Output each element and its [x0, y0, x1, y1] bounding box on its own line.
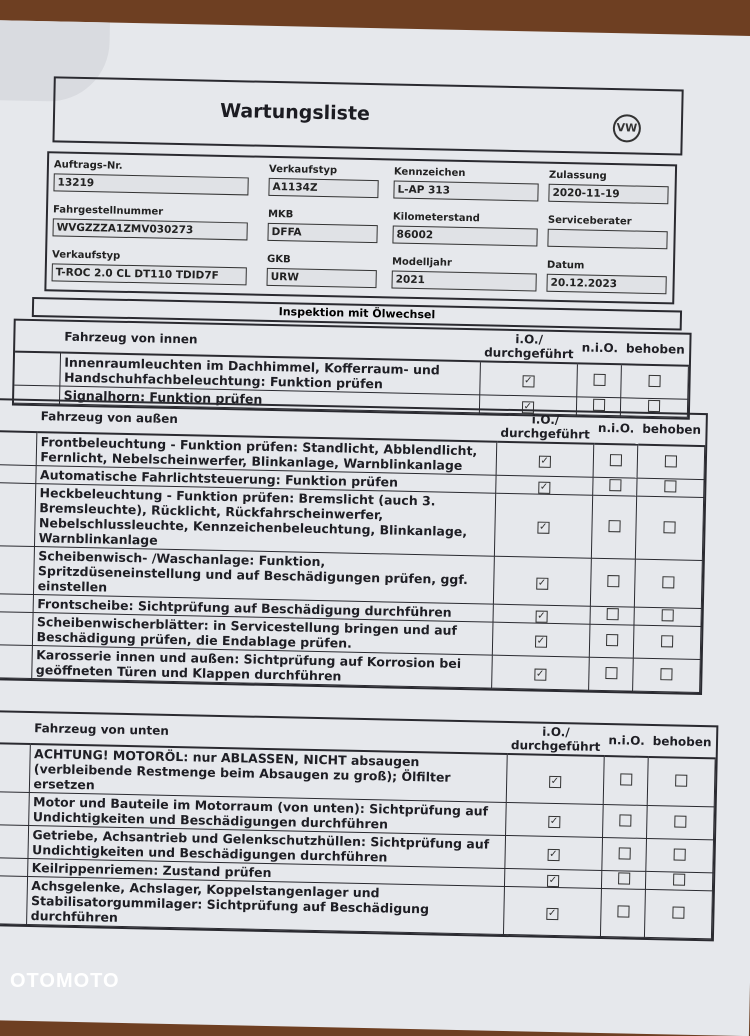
io-checkbox[interactable]: ✓ [539, 481, 549, 493]
field-label: MKB [267, 208, 294, 221]
beh-checkbox[interactable] [648, 400, 660, 412]
nio-checkbox[interactable] [618, 847, 630, 859]
beh-checkbox[interactable] [674, 848, 686, 860]
lead-cell [0, 612, 33, 646]
field-label: GKB [266, 253, 291, 266]
task-text: Keilrippenriemen: Zustand prüfen [27, 858, 504, 886]
field-label: Kennzeichen [393, 166, 466, 179]
task-text: ACHTUNG! MOTORÖL: nur ABLASSEN, NICHT absaugen (verbleibende Restmenge beim Absaugen zu groß); Ölfilter ersetzen [29, 744, 507, 802]
column-header: i.O./ durchgeführt [496, 411, 594, 444]
field-label: Verkaufstyp [51, 249, 121, 262]
field-label: Zulassung [548, 169, 607, 182]
beh-checkbox[interactable] [672, 906, 684, 918]
task-text: Automatische Fahrlichtsteuerung: Funktion prüfen [35, 466, 495, 494]
field-value[interactable]: 2020-11-19 [548, 184, 668, 205]
beh-checkbox[interactable] [661, 635, 673, 647]
lead-cell [0, 431, 36, 465]
task-text: Scheibenwischerblätter: in Servicestellung bringen und auf Beschädigung prüfen, die Endablage prüfen. [32, 613, 493, 656]
field-value[interactable]: 20.12.2023 [546, 274, 666, 295]
field-value[interactable]: L-AP 313 [393, 180, 538, 201]
io-checkbox[interactable]: ✓ [547, 907, 557, 919]
nio-checkbox[interactable] [606, 634, 618, 646]
beh-checkbox[interactable] [673, 873, 685, 885]
io-checkbox[interactable]: ✓ [540, 455, 549, 467]
section-2 [0, 710, 718, 941]
column-header: behoben [622, 333, 689, 365]
field-label: Auftrags-Nr. [53, 159, 123, 172]
io-checkbox[interactable]: ✓ [549, 815, 559, 828]
lead-cell [15, 321, 61, 353]
field-value[interactable]: URW [266, 268, 376, 288]
field-label: Kilometerstand [392, 211, 480, 225]
nio-checkbox[interactable] [593, 373, 605, 385]
section-title: Fahrzeug von unten [30, 713, 508, 754]
beh-checkbox[interactable] [664, 480, 676, 492]
lead-cell [0, 645, 32, 679]
beh-checkbox[interactable] [674, 815, 686, 827]
beh-checkbox[interactable] [665, 455, 677, 467]
column-header: n.i.O. [604, 725, 649, 757]
lead-cell [0, 594, 33, 613]
lead-cell [0, 400, 37, 432]
io-checkbox[interactable]: ✓ [523, 400, 533, 412]
beh-checkbox[interactable] [662, 576, 674, 588]
lead-cell [0, 712, 30, 744]
section-title: Fahrzeug von außen [36, 401, 497, 442]
io-checkbox[interactable]: ✓ [549, 848, 558, 861]
field-label: Verkaufstyp [268, 163, 338, 177]
nio-checkbox[interactable] [605, 667, 617, 679]
nio-checkbox[interactable] [617, 905, 629, 917]
lead-cell [0, 546, 34, 595]
task-text: Frontbeleuchtung - Funktion prüfen: Standlicht, Abblendlicht, Fernlicht, Nebelscheinwerfer, Blinkanlage, Warnblinkanlage [36, 432, 497, 475]
field-label: Fahrgestellnummer [52, 204, 164, 218]
nio-checkbox[interactable] [619, 814, 631, 826]
io-checkbox[interactable]: ✓ [537, 577, 547, 589]
otomoto-watermark: OTOMOTO [10, 970, 120, 992]
io-checkbox[interactable]: ✓ [550, 775, 560, 787]
column-header: i.O./ durchgeführt [480, 330, 578, 363]
task-text: Heckbeleuchtung - Funktion prüfen: Bremslicht (auch 3. Bremsleuchte), Rücklicht, Rückfahrscheinwerfer, Nebelschlussleuchte, Kennzeichenbeleuchtung, Blinkanlage, Warnblinkanlage [34, 484, 495, 557]
beh-checkbox[interactable] [662, 609, 674, 621]
field-value[interactable]: 2021 [391, 270, 536, 291]
column-header: behoben [638, 414, 705, 446]
field-value[interactable]: 13219 [53, 173, 248, 195]
header-box [52, 76, 683, 155]
lead-cell [0, 876, 27, 925]
task-text: Motor und Bauteile im Motorraum (von unten): Sichtprüfung auf Undichtigkeiten und Beschädigungen durchführen [28, 792, 506, 835]
column-header: behoben [648, 726, 715, 758]
lead-cell [0, 792, 29, 826]
nio-checkbox[interactable] [606, 608, 618, 620]
io-checkbox[interactable]: ✓ [537, 610, 546, 622]
inspection-type: Inspektion mit Ölwechsel [32, 297, 682, 331]
column-header: n.i.O. [577, 332, 622, 364]
beh-checkbox[interactable] [649, 374, 661, 386]
field-value[interactable]: WVGZZZA1ZMV030273 [52, 218, 247, 240]
field-value[interactable] [547, 229, 667, 250]
lead-cell [0, 858, 27, 877]
nio-checkbox[interactable] [620, 773, 632, 785]
lead-cell [0, 825, 28, 859]
io-checkbox[interactable]: ✓ [523, 375, 533, 387]
column-header: i.O./ durchgeführt [507, 723, 605, 756]
lead-cell [0, 483, 35, 547]
field-value[interactable]: T-ROC 2.0 CL DT110 TDID7F [52, 263, 247, 285]
nio-checkbox[interactable] [607, 575, 619, 587]
field-value[interactable]: DFFA [267, 223, 377, 243]
page-title: Wartungsliste [219, 99, 371, 125]
lead-cell [14, 352, 60, 386]
maintenance-sheet [0, 20, 750, 1036]
lead-cell [0, 465, 36, 484]
vw-logo: VW [613, 114, 642, 143]
nio-checkbox[interactable] [593, 399, 605, 411]
section-title: Fahrzeug von innen [60, 322, 481, 362]
field-label: Datum [546, 259, 585, 272]
beh-checkbox[interactable] [664, 521, 676, 533]
beh-checkbox[interactable] [660, 668, 672, 680]
io-checkbox[interactable]: ✓ [536, 635, 546, 647]
task-text: Signalhorn: Funktion prüfen [59, 386, 479, 413]
field-value[interactable]: 86002 [392, 225, 537, 246]
beh-checkbox[interactable] [675, 775, 687, 787]
task-text: Achsgelenke, Achslager, Koppelstangenlager und Stabilisatorgummilager: Sichtprüfung auf Beschädigung durchführen [26, 876, 504, 934]
column-header: n.i.O. [594, 413, 639, 445]
lead-cell [0, 743, 30, 792]
nio-checkbox[interactable] [618, 872, 630, 884]
task-text: Getriebe, Achsantrieb und Gelenkschutzhüllen: Sichtprüfung auf Undichtigkeiten und Beschädigungen durchführen [27, 825, 505, 868]
field-label: Modelljahr [391, 256, 452, 269]
io-checkbox[interactable]: ✓ [548, 874, 558, 886]
field-label: Serviceberater [547, 214, 632, 228]
field-value[interactable]: A1134Z [268, 178, 378, 198]
task-text: Innenraumleuchten im Dachhimmel, Kofferraum- und Handschuhfachbeleuchtung: Funktion prüfen [59, 353, 480, 395]
io-checkbox[interactable]: ✓ [535, 668, 545, 680]
vehicle-info-box [44, 151, 677, 304]
section-1 [0, 398, 708, 695]
nio-checkbox[interactable] [609, 479, 621, 491]
task-text: Frontscheibe: Sichtprüfung auf Beschädigung durchführen [33, 595, 493, 623]
io-checkbox[interactable]: ✓ [538, 521, 548, 533]
task-text: Karosserie innen und außen: Sichtprüfung auf Korrosion bei geöffneten Türen und Klappen durchführen [31, 646, 492, 689]
task-text: Scheibenwisch- /Waschanlage: Funktion, Spritzdüseneinstellung und auf Beschädigungen prüfen, ggf. einstellen [33, 547, 494, 605]
nio-checkbox[interactable] [609, 454, 621, 466]
nio-checkbox[interactable] [608, 520, 620, 532]
